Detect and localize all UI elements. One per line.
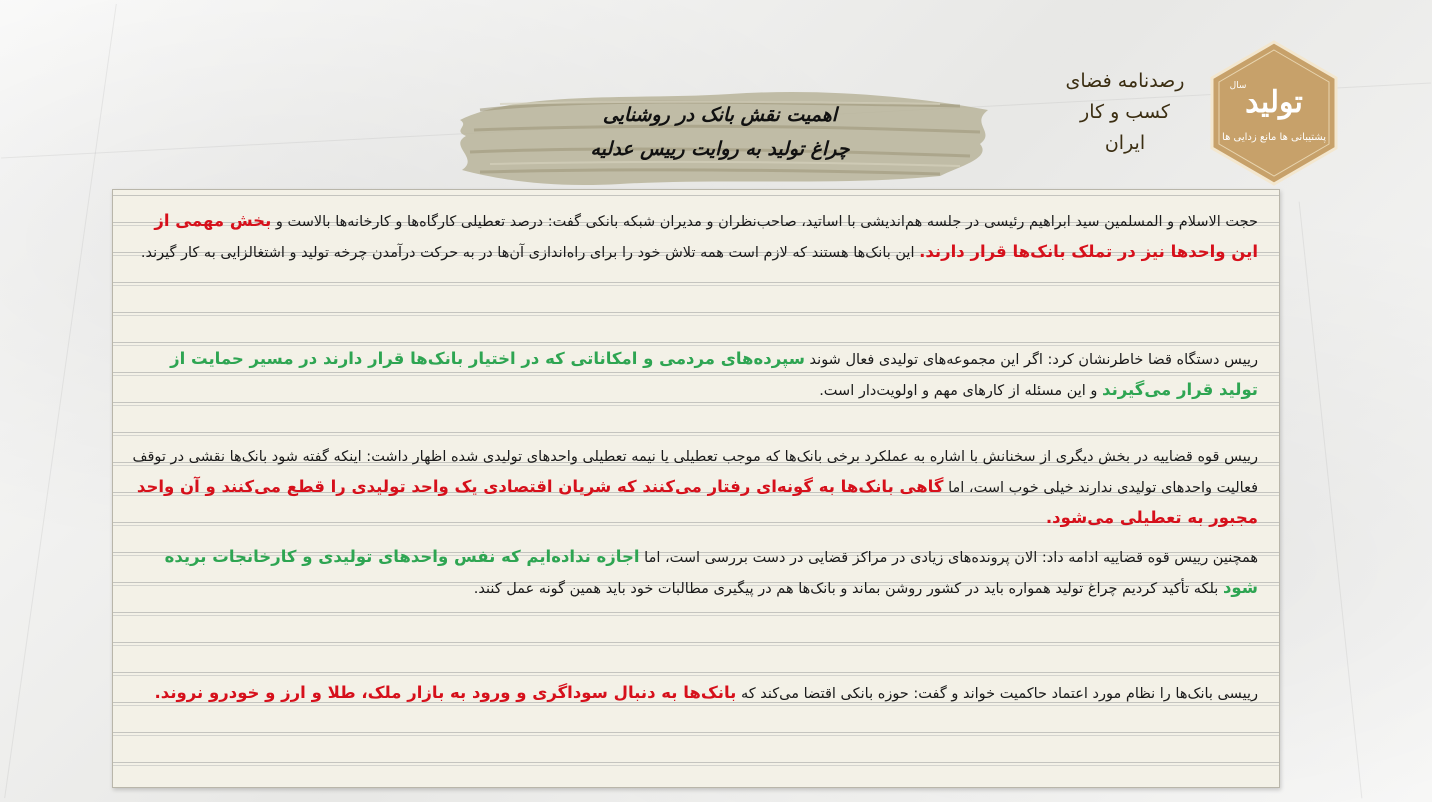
brand-line: رصدنامه فضای [1065, 70, 1185, 92]
highlight-red: گاهی بانک‌ها به گونه‌ای رفتار می‌کنند که شریان اقتصادی یک واحد تولیدی را قطع می‌کنند و آن واحد مجبور به تعطیلی می‌شود. [136, 477, 1258, 527]
hexagon-logo-icon [1208, 40, 1340, 186]
page-title [440, 98, 1000, 166]
title-banner [440, 80, 1000, 192]
paper-crease [1299, 202, 1363, 799]
paragraph-3 [130, 442, 1258, 534]
paragraph-5 [130, 678, 1258, 709]
paragraph-text: این بانک‌ها هستند که لازم است همه تلاش خود را برای راه‌اندازی آن‌ها در به حرکت درآمدن چرخه تولید و اشتغالزایی به کار گیرند. [140, 245, 920, 261]
paragraph-text: همچنین رییس قوه قضاییه ادامه داد: الان پرونده‌های زیادی در مراکز قضایی در دست بررسی است، اما [639, 550, 1258, 566]
paper-crease [4, 4, 117, 798]
highlight-red: بخش مهمی از این واحدها نیز در تملک بانک‌ها قرار دارند. [154, 211, 1258, 261]
paragraph-text: رییس دستگاه قضا خاطرنشان کرد: اگر این مجموعه‌های تولیدی فعال شوند [804, 352, 1258, 368]
paragraph-text: رییسی بانک‌ها را نظام مورد اعتماد حاکمیت خواند و گفت: حوزه بانکی اقتضا می‌کند که [736, 686, 1258, 702]
paragraph-1 [130, 206, 1258, 268]
paragraph-text: رییس قوه قضاییه در بخش دیگری از سخنانش با اشاره به عملکرد برخی بانک‌ها که موجب تعطیلی یا نیمه تعطیلی واحدهای تولیدی شده اظهار داشت: اینکه گفته شود بانک‌ها نقشی در توقف فعالیت واحدهای تولیدی ندارند خیلی خوب است، اما [132, 449, 1258, 496]
paragraph-2 [130, 344, 1258, 406]
paragraph-text: بلکه تأکید کردیم چراغ تولید همواره باید در کشور روشن بماند و بانک‌ها هم در پیگیری مطالبات خود باید همین گونه عمل کنند. [473, 581, 1223, 597]
highlight-green: سپرده‌های مردمی و امکاناتی که در اختیار بانک‌ها قرار دارند در مسیر حمایت از تولید قرار می‌گیرند [170, 349, 1258, 399]
logo-badge [1208, 40, 1340, 186]
highlight-red: بانک‌ها به دنبال سوداگری و ورود به بازار ملک، طلا و ارز و خودرو نروند. [154, 683, 737, 702]
paragraph-text: حجت الاسلام و المسلمین سید ابراهیم رئیسی در جلسه هم‌اندیشی با اساتید، صاحب‌نظران و مدیران شبکه بانکی گفت: درصد تعطیلی کارگاه‌ها و کارخانه‌ها بالاست و [271, 214, 1258, 230]
logo-main-text: تولید [1245, 85, 1303, 120]
paragraph-4 [130, 542, 1258, 604]
title-line: اهمیت نقش بانک در روشنایی [602, 104, 838, 126]
title-line: چراغ تولید به روایت رییس عدلیه [590, 138, 850, 160]
paragraph-text: و این مسئله از کارهای مهم و اولویت‌دار است. [819, 383, 1103, 399]
brand-line: کسب و کار [1080, 101, 1170, 123]
brand-title [1040, 66, 1210, 159]
logo-year-text: سال [1229, 81, 1247, 91]
highlight-green: اجازه نداده‌ایم که نفس واحدهای تولیدی و کارخانجات بریده شود [164, 547, 1258, 597]
logo-sub-text: پشتیبانی ها مانع زدایی ها [1222, 132, 1326, 143]
brand-line: ایران [1104, 132, 1146, 154]
